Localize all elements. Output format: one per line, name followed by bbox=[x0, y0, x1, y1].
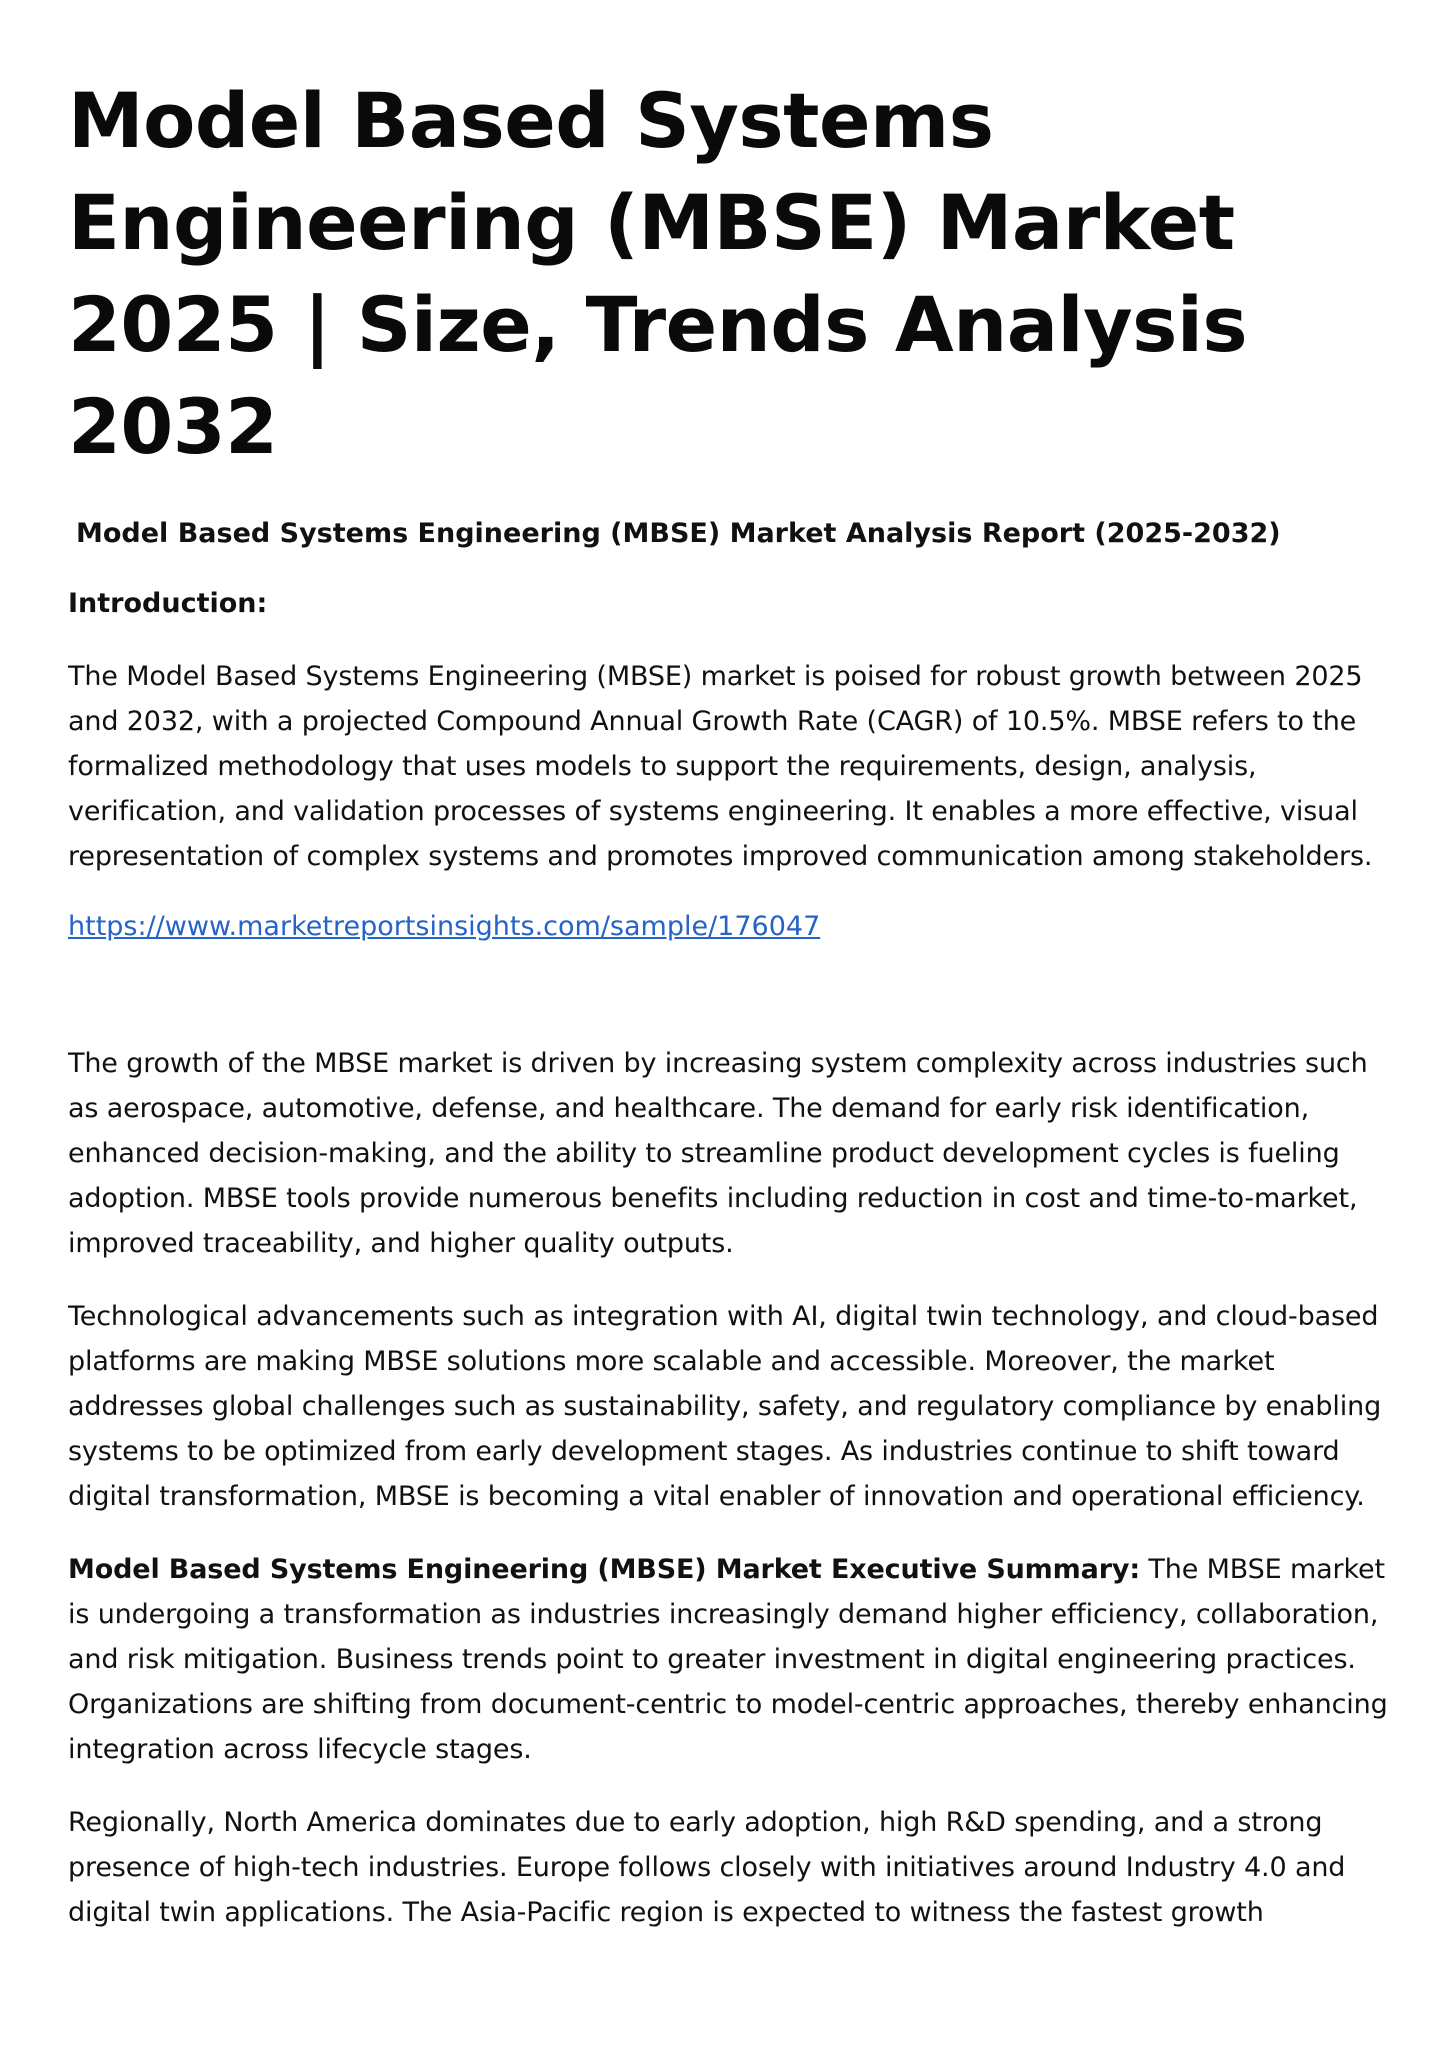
sample-report-link[interactable]: https://www.marketreportsinsights.com/sample/176047 bbox=[68, 911, 821, 942]
regional-paragraph: Regionally, North America dominates due to early adoption, high R&D spending, and a strong presence of high-tech industries. Europe follows closely with initiatives around Industry 4.0 and digital twin applications. The Asia-Pacific region is expected to witness the fastest growth bbox=[68, 1807, 1346, 1928]
executive-summary-text: The MBSE market is undergoing a transformation as industries increasingly demand higher efficiency, collaboration, and risk mitigation. Business trends point to greater investment in digital engineering practices. Organizations are shifting from document-centric to model-centric approaches, thereby enhancing integration across lifecycle stages. bbox=[68, 1554, 1388, 1765]
page-title: Model Based Systems Engineering (MBSE) Market 2025 | Size, Trends Analysis 2032 bbox=[68, 76, 1248, 471]
report-subtitle: Model Based Systems Engineering (MBSE) Market Analysis Report (2025-2032) bbox=[76, 518, 1281, 549]
technology-paragraph: Technological advancements such as integration with AI, digital twin technology, and cloud-based platforms are making MBSE solutions more scalable and accessible. Moreover, the market addresses global challenges such as sustainability, safety, and regulatory compliance by enabling systems to be optimized from early development stages. As industries continue to shift toward digital transformation, MBSE is becoming a vital enabler of innovation and operational efficiency. bbox=[68, 1301, 1382, 1512]
executive-summary-lead: Model Based Systems Engineering (MBSE) Market Executive Summary: bbox=[68, 1554, 1140, 1585]
document-page bbox=[68, 70, 1388, 1963]
executive-summary-paragraph bbox=[68, 1547, 1388, 1772]
intro-paragraph: The Model Based Systems Engineering (MBSE) market is poised for robust growth between 2025 and 2032, with a projected Compound Annual Growth Rate (CAGR) of 10.5%. MBSE refers to the formalized methodology that uses models to support the requirements, design, analysis, verification, and validation processes of systems engineering. It enables a more effective, visual representation of complex systems and promotes improved communication among stakeholders. bbox=[68, 661, 1373, 872]
introduction-heading: Introduction: bbox=[68, 588, 268, 619]
growth-drivers-paragraph: The growth of the MBSE market is driven by increasing system complexity across industries such as aerospace, automotive, defense, and healthcare. The demand for early risk identification, enhanced decision-making, and the ability to streamline product development cycles is fueling adoption. MBSE tools provide numerous benefits including reduction in cost and time-to-market, improved traceability, and higher quality outputs. bbox=[68, 1048, 1368, 1259]
